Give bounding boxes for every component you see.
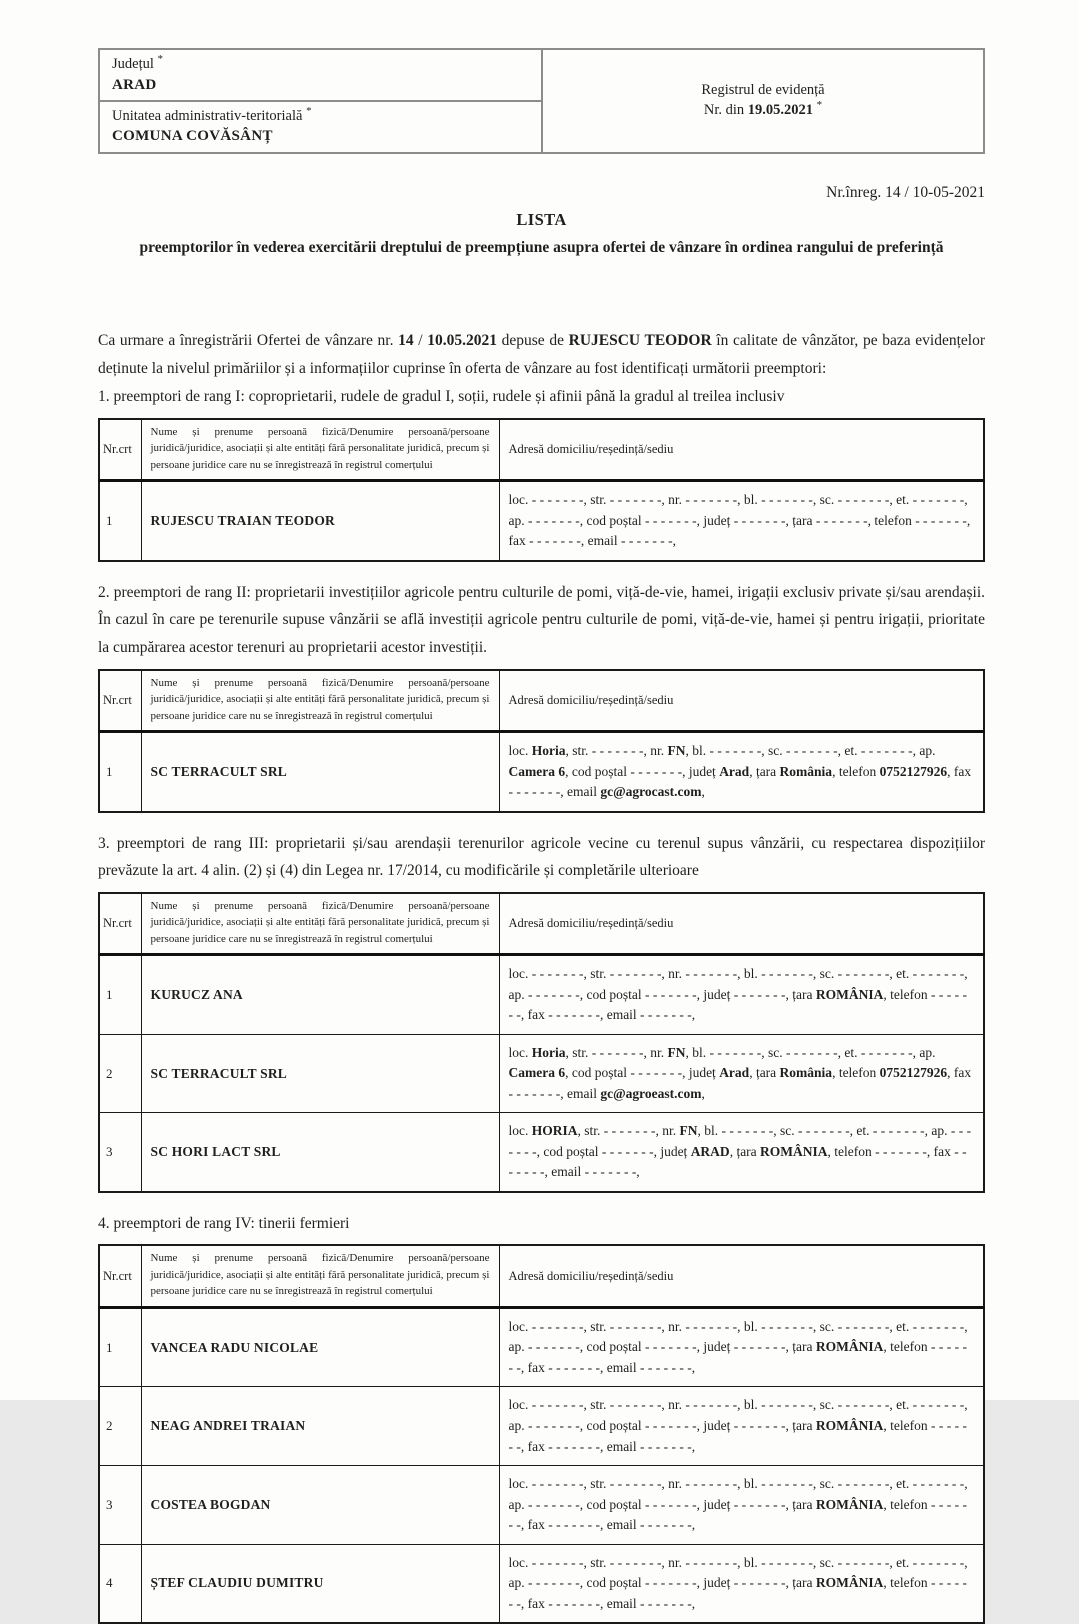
table-header-row bbox=[99, 419, 984, 481]
column-header-name: Nume și prenume persoană fizică/Denumire persoană/persoane juridică/juridice, asociații și alte entități fără personalitate juridică, precum și persoane juridice care nu se înregistrează în registrul comerțului bbox=[141, 419, 499, 481]
text-segment: , telefon - - - - - - -, fax - - - - - - -, email - - - - - - -, bbox=[508, 1143, 967, 1180]
column-header-name: Nume și prenume persoană fizică/Denumire persoană/persoane juridică/juridice, asociații și alte entități fără personalitate juridică, precum și persoane juridice care nu se înregistrează în registrul comerțului bbox=[141, 670, 499, 732]
bold-text-segment: 10.05.2021 bbox=[427, 331, 497, 349]
preemptor-address bbox=[499, 1034, 984, 1113]
preemptor-row bbox=[99, 1544, 984, 1623]
preemptor-table bbox=[98, 892, 985, 1193]
bold-text-segment: FN bbox=[679, 1123, 698, 1139]
bold-text-segment: 0752127926 bbox=[879, 1065, 948, 1081]
county-value: ARAD bbox=[112, 76, 157, 93]
row-number: 4 bbox=[99, 1544, 141, 1623]
registration-number-line: Nr.înreg. 14 / 10-05-2021 bbox=[826, 183, 985, 201]
row-number: 3 bbox=[99, 1113, 141, 1192]
county-label bbox=[112, 55, 529, 75]
column-header-nr: Nr.crt bbox=[99, 893, 141, 955]
text-segment: , telefon - - - - - - -, fax - - - - - - -, email - - - - - - -, bbox=[508, 986, 967, 1023]
page-subtitle: preemptorilor în vederea exercitării dreptului de preempțiune asupra ofertei de vânzare în ordinea rangului de preferință bbox=[139, 238, 944, 256]
bold-text-segment: România bbox=[779, 1065, 833, 1081]
preemptor-table bbox=[98, 418, 985, 562]
column-header-name: Nume și prenume persoană fizică/Denumire persoană/persoane juridică/juridice, asociații și alte entități fără personalitate juridică, precum și persoane juridice care nu se înregistrează în registrul comerțului bbox=[141, 893, 499, 955]
row-number: 1 bbox=[99, 955, 141, 1035]
county-cell bbox=[100, 50, 543, 102]
text-segment: , bl. - - - - - - -, sc. - - - - - - -, et. - - - - - - -, ap. - - - - - - -, cod poștal - - - - - - -, județ bbox=[508, 1123, 972, 1159]
text-segment: , țara bbox=[729, 1143, 761, 1159]
intro-paragraph bbox=[98, 327, 985, 383]
text-segment: , telefon - - - - - - -, fax - - - - - - -, email - - - - - - -, bbox=[508, 1418, 967, 1454]
text-segment: , telefon - - - - - - -, fax - - - - - - -, email - - - - - - -, bbox=[508, 1339, 967, 1375]
county-asterisk: * bbox=[157, 53, 164, 66]
bold-text-segment: ROMÂNIA bbox=[815, 986, 884, 1002]
text-segment: , fax - - - - - - -, email bbox=[508, 1065, 972, 1101]
row-number: 1 bbox=[99, 481, 141, 561]
preemptor-address bbox=[499, 481, 984, 561]
preemptor-row bbox=[99, 1113, 984, 1192]
text-segment: în calitate de vânzător, pe baza evidențelor deținute la nivelul primăriilor și a informațiilor cuprinse în oferta de vânzare au fost identificați următorii preemptori: bbox=[98, 331, 985, 377]
bold-text-segment: ROMÂNIA bbox=[815, 1339, 884, 1355]
row-number: 2 bbox=[99, 1034, 141, 1113]
column-header-address: Adresă domiciliu/reședință/sediu bbox=[499, 893, 984, 955]
preemptor-row bbox=[99, 481, 984, 561]
bold-text-segment: ROMÂNIA bbox=[815, 1418, 884, 1433]
text-segment: loc. - - - - - - -, str. - - - - - - -, nr. - - - - - - -, bl. - - - - - - -, sc. - - - - - - -, et. - - - - - - -, ap. - - - - - - -, cod poștal - - - - - - -, județ - - - - - - -, țara bbox=[508, 966, 968, 1002]
preemptor-address bbox=[499, 955, 984, 1035]
bold-text-segment: 0752127926 bbox=[879, 763, 948, 779]
row-number: 3 bbox=[99, 1466, 141, 1545]
text-segment: , cod poștal - - - - - - -, județ bbox=[565, 1065, 720, 1081]
table-header-row bbox=[99, 1245, 984, 1307]
registry-asterisk: * bbox=[816, 98, 823, 111]
text-segment: loc. - - - - - - -, str. - - - - - - -, nr. - - - - - - -, bl. - - - - - - -, sc. - - - - - - -, et. - - - - - - -, ap. - - - - - - -, cod poștal - - - - - - -, județ - - - - - - -, țara - - - - - - -, telefon - - - - - - -, fax - - - - - - -, email - - - - - - -, bbox=[508, 492, 971, 549]
uat-cell bbox=[100, 102, 543, 152]
bold-text-segment: Camera 6 bbox=[508, 763, 566, 779]
column-header-address: Adresă domiciliu/reședință/sediu bbox=[499, 670, 984, 732]
column-header-name: Nume și prenume persoană fizică/Denumire persoană/persoane juridică/juridice, asociații și alte entități fără personalitate juridică, precum și persoane juridice care nu se înregistrează în registrul comerțului bbox=[141, 1245, 499, 1307]
row-number: 2 bbox=[99, 1387, 141, 1466]
text-segment: , telefon bbox=[832, 1065, 880, 1081]
text-segment: , str. - - - - - - -, nr. bbox=[565, 743, 668, 759]
bold-text-segment: ROMÂNIA bbox=[815, 1575, 884, 1591]
column-header-nr: Nr.crt bbox=[99, 1245, 141, 1307]
sections bbox=[98, 383, 985, 1624]
preemptor-name: COSTEA BOGDAN bbox=[141, 1466, 499, 1545]
text-segment: Ca urmare a înregistrării Ofertei de vânzare nr. bbox=[98, 331, 399, 349]
text-segment: , cod poștal - - - - - - -, județ bbox=[565, 763, 720, 779]
text-segment: loc. - - - - - - -, str. - - - - - - -, nr. - - - - - - -, bl. - - - - - - -, sc. - - - - - - -, et. - - - - - - -, ap. - - - - - - -, cod poștal - - - - - - -, județ - - - - - - -, țara bbox=[508, 1318, 968, 1355]
preemptor-table bbox=[98, 1244, 985, 1624]
preemptor-name: SC TERRACULT SRL bbox=[141, 732, 499, 812]
bold-text-segment: FN bbox=[667, 743, 686, 759]
preemptor-section bbox=[98, 579, 985, 813]
preemptor-address bbox=[499, 1544, 984, 1623]
header-identification-box bbox=[98, 48, 985, 154]
preemptor-row bbox=[99, 955, 984, 1035]
county-label-text: Județul bbox=[112, 56, 154, 72]
preemptor-section bbox=[98, 830, 985, 1193]
section-heading: 3. preemptori de rang III: proprietarii și/sau arendașii terenurilor agricole vecine cu terenul supus vânzării, cu respectarea dispozițiilor prevăzute la art. 4 alin. (2) și (4) din Legea nr. 17/2014, cu modificările și completările ulterioare bbox=[98, 834, 985, 880]
preemptor-address bbox=[499, 1307, 984, 1387]
bold-text-segment: Arad bbox=[719, 763, 750, 779]
preemptor-row bbox=[99, 1307, 984, 1387]
registry-line2 bbox=[703, 98, 823, 121]
text-segment: / bbox=[413, 331, 428, 349]
text-segment: , bl. - - - - - - -, sc. - - - - - - -, et. - - - - - - -, ap. bbox=[685, 743, 936, 759]
preemptor-name: SC HORI LACT SRL bbox=[141, 1113, 499, 1192]
bold-text-segment: gc@agroeast.com bbox=[600, 1085, 702, 1101]
text-segment: loc. - - - - - - -, str. - - - - - - -, nr. - - - - - - -, bl. - - - - - - -, sc. - - - - - - -, et. - - - - - - -, ap. - - - - - - -, cod poștal - - - - - - -, județ - - - - - - -, țara bbox=[508, 1397, 968, 1433]
text-segment: , fax - - - - - - -, email bbox=[508, 763, 972, 800]
bold-text-segment: Arad bbox=[719, 1065, 750, 1081]
preemptor-name: RUJESCU TRAIAN TEODOR bbox=[141, 481, 499, 561]
registry-cell bbox=[543, 50, 983, 152]
row-number: 1 bbox=[99, 1307, 141, 1387]
preemptor-table bbox=[98, 669, 985, 813]
text-segment: , bbox=[701, 1085, 705, 1101]
table-header-row bbox=[99, 893, 984, 955]
text-segment: , telefon bbox=[832, 763, 880, 779]
column-header-nr: Nr.crt bbox=[99, 419, 141, 481]
preemptor-name: ȘTEF CLAUDIU DUMITRU bbox=[141, 1544, 499, 1623]
column-header-nr: Nr.crt bbox=[99, 670, 141, 732]
page-title: LISTA bbox=[516, 209, 567, 229]
text-segment: Nr. din bbox=[703, 101, 748, 118]
text-segment: , bl. - - - - - - -, sc. - - - - - - -, et. - - - - - - -, ap. bbox=[685, 1044, 936, 1060]
bold-text-segment: Horia bbox=[531, 743, 566, 759]
text-segment: , bbox=[701, 784, 705, 800]
preemptor-address bbox=[499, 1466, 984, 1545]
bold-text-segment: ROMÂNIA bbox=[815, 1496, 884, 1512]
column-header-address: Adresă domiciliu/reședință/sediu bbox=[499, 1245, 984, 1307]
bold-text-segment: Camera 6 bbox=[508, 1065, 566, 1081]
text-segment: loc. bbox=[508, 743, 532, 759]
text-segment: loc. bbox=[508, 1123, 532, 1139]
preemptor-section bbox=[98, 383, 985, 562]
preemptor-name: SC TERRACULT SRL bbox=[141, 1034, 499, 1113]
uat-asterisk: * bbox=[306, 104, 312, 117]
text-segment: , str. - - - - - - -, nr. bbox=[565, 1044, 668, 1060]
column-header-address: Adresă domiciliu/reședință/sediu bbox=[499, 419, 984, 481]
registry-line2-text bbox=[704, 102, 813, 118]
bold-text-segment: ROMÂNIA bbox=[760, 1143, 828, 1159]
bold-text-segment: gc@agrocast.com bbox=[600, 784, 702, 800]
text-segment: loc. bbox=[508, 1044, 532, 1060]
text-segment: , țara bbox=[749, 763, 780, 779]
bold-text-segment: 14 bbox=[398, 331, 414, 349]
text-segment: , telefon - - - - - - -, fax - - - - - - -, email - - - - - - -, bbox=[508, 1575, 967, 1611]
bold-text-segment: România bbox=[779, 763, 833, 779]
section-heading: 2. preemptori de rang II: proprietarii investițiilor agricole pentru culturile de pomi, viță-de-vie, hamei, irigații exclusiv private și/sau arendașii. În cazul în care pe terenurile supuse vânzării se află investiții agricole pentru culturile de pomi, viță-de-vie, hamei și pentru irigații, prioritate la cumpărarea acestor terenuri au proprietarii acestor investiții. bbox=[98, 583, 985, 656]
table-header-row bbox=[99, 670, 984, 732]
preemptor-address bbox=[499, 1113, 984, 1192]
uat-label-text: Unitatea administrativ-teritorială bbox=[112, 107, 303, 124]
text-segment: , țara bbox=[749, 1065, 780, 1081]
preemptor-section bbox=[98, 1210, 985, 1624]
text-segment: loc. - - - - - - -, str. - - - - - - -, nr. - - - - - - -, bl. - - - - - - -, sc. - - - - - - -, et. - - - - - - -, ap. - - - - - - -, cod poștal - - - - - - -, județ - - - - - - -, țara bbox=[508, 1476, 968, 1512]
text-segment: , str. - - - - - - -, nr. bbox=[577, 1123, 680, 1139]
preemptor-address bbox=[499, 1387, 984, 1466]
section-heading: 4. preemptori de rang IV: tinerii fermieri bbox=[98, 1214, 350, 1232]
uat-label bbox=[112, 104, 529, 127]
text-segment: depuse de bbox=[497, 331, 569, 349]
preemptor-row bbox=[99, 1466, 984, 1545]
bold-text-segment: FN bbox=[667, 1044, 686, 1060]
bold-text-segment: HORIA bbox=[531, 1123, 578, 1139]
preemptor-row bbox=[99, 732, 984, 812]
text-segment: loc. - - - - - - -, str. - - - - - - -, nr. - - - - - - -, bl. - - - - - - -, sc. - - - - - - -, et. - - - - - - -, ap. - - - - - - -, cod poștal - - - - - - -, județ - - - - - - -, țara bbox=[508, 1554, 968, 1591]
bold-text-segment: ARAD bbox=[690, 1143, 730, 1159]
preemptor-name: VANCEA RADU NICOLAE bbox=[141, 1307, 499, 1387]
preemptor-row bbox=[99, 1034, 984, 1113]
uat-value: COMUNA COVĂSÂNȚ bbox=[112, 128, 273, 145]
text-segment: , telefon - - - - - - -, fax - - - - - - -, email - - - - - - -, bbox=[508, 1496, 967, 1533]
row-number: 1 bbox=[99, 732, 141, 812]
preemptor-name: KURUCZ ANA bbox=[141, 955, 499, 1035]
bold-text-segment: 19.05.2021 bbox=[747, 101, 814, 118]
bold-text-segment: Horia bbox=[531, 1044, 566, 1060]
bold-text-segment: RUJESCU TEODOR bbox=[568, 331, 712, 349]
section-heading: 1. preemptori de rang I: coproprietarii, rudele de gradul I, soții, rudele și afinii până la gradul al treilea inclusiv bbox=[98, 388, 785, 406]
preemptor-row bbox=[99, 1387, 984, 1466]
registry-line1: Registrul de evidență bbox=[701, 82, 825, 99]
preemptor-address bbox=[499, 732, 984, 812]
preemptor-name: NEAG ANDREI TRAIAN bbox=[141, 1387, 499, 1466]
